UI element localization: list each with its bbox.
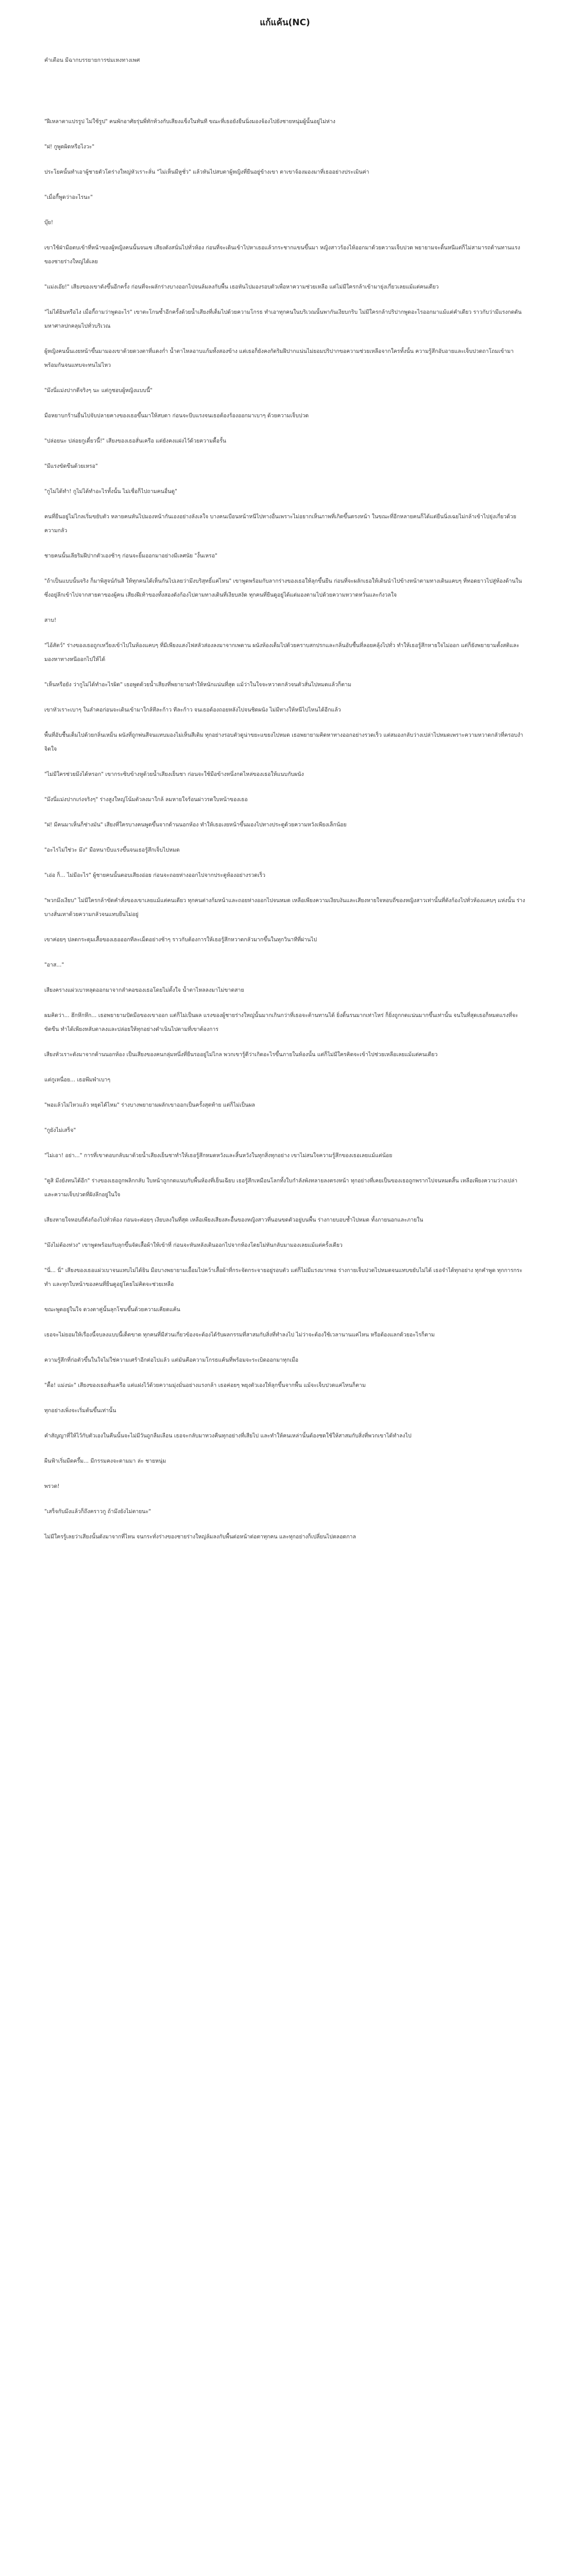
story-paragraph: เสียงหายใจหอบถี่ดังก้องไปทั่วห้อง ก่อนจะค่อยๆ เงียบลงในที่สุด เหลือเพียงเสียงสะอื้นของหญิงสาวที่นอนขดตัวอยู่บนพื้น ร่างกายบอบช้ำไปหมด ทั้งภายนอกและภายใน bbox=[44, 1217, 424, 1223]
story-paragraph: แต่กูเหนื่อย... เธอพึมพำเบาๆ bbox=[44, 1077, 111, 1083]
content-warning: คำเตือน มีฉากบรรยายการข่มเหงทางเพศ bbox=[44, 57, 140, 63]
story-paragraph: คนที่ยืนอยู่ไม่ไกลเริ่มขยับตัว หลายคนหันไปมองหน้ากันเองอย่างลังเลใจ บางคนเบือนหน้าหนีไปทางอื่นเพราะไม่อยากเห็นภาพที่เกิดขึ้นตรงหน้า ในขณะที่อีกหลายคนก็ได้แต่ยืนนิ่งเฉยไม่กล้าเข้าไปยุ่งเกี่ยวด้วยความกลัว bbox=[44, 514, 516, 534]
story-paragraph: ทุกอย่างเพิ่งจะเริ่มต้นขึ้นเท่านั้น bbox=[44, 1408, 116, 1414]
story-paragraph: "ฝีเหลาตาแปรรูป ไม่ใช้รูป" คนพักอาศัยรุ่นพี่ทักท้วงกับเสียงแข็งในทันที ขณะที่เธอยังยืนนิ่งมองจ้องไปยังชายหนุ่มผู้นั้นอยู่ไม่ห่าง bbox=[44, 118, 335, 125]
story-paragraph: "มึงไม่ต้องห่วง" เขาพูดพร้อมกับลุกขึ้นจัดเสื้อผ้าให้เข้าที่ ก่อนจะหันหลังเดินออกไปจากห้องโดยไม่หันกลับมามองเลยแม้แต่ครั้งเดียว bbox=[44, 1242, 343, 1248]
story-paragraph: พื้นที่อับชื้นเต็มไปด้วยกลิ่นเหม็น ผนังที่ถูกพ่นสีจนแทบมองไม่เห็นสีเดิม ทุกอย่างรอบตัวดูน่าขยะแขยงไปหมด เธอพยายามคิดหาทางออกอย่างรวดเร็ว แต่สมองกลับว่างเปล่าไปหมดเพราะความหวาดกลัวที่ครอบงำจิตใจ bbox=[44, 732, 523, 752]
story-paragraph: คำสัญญาที่ให้ไว้กับตัวเองในคืนนั้นจะไม่มีวันถูกลืมเลือน เธอจะกลับมาทวงคืนทุกอย่างที่เสียไป และทำให้คนเหล่านั้นต้องชดใช้ให้สาสมกับสิ่งที่พวกเขาได้ทำลงไป bbox=[44, 1433, 412, 1439]
story-paragraph: เขาค่อยๆ ปลดกระดุมเสื้อของเธอออกทีละเม็ดอย่างช้าๆ ราวกับต้องการให้เธอรู้สึกหวาดกลัวมากขึ้นในทุกวินาทีที่ผ่านไป bbox=[44, 937, 317, 943]
story-paragraph: "ไม่ได้ยินหรือไง เมื่อกี้ถามว่าพูดอะไร" เขาตะโกนซ้ำอีกครั้งด้วยน้ำเสียงที่เต็มไปด้วยความโกรธ ทำเอาทุกคนในบริเวณนั้นพากันเงียบกริบ ไม่มีใครกล้าปริปากพูดอะไรออกมาแม้แต่คำเดียว ราวกับว่ามีแรงกดดันมหาศาลปกคลุมไปทั่วบริเวณ bbox=[44, 309, 522, 329]
story-paragraph: พรวด! bbox=[44, 1483, 60, 1489]
story-paragraph: เธอจะไม่ยอมให้เรื่องนี้จบลงแบบนี้เด็ดขาด ทุกคนที่มีส่วนเกี่ยวข้องจะต้องได้รับผลกรรมที่สาสมกับสิ่งที่ทำลงไป ไม่ว่าจะต้องใช้เวลานานแค่ไหน หรือต้องแลกด้วยอะไรก็ตาม bbox=[44, 1332, 435, 1338]
story-paragraph: "มีแรงขัดขืนด้วยเหรอ" bbox=[44, 463, 98, 469]
story-paragraph: "เห็นหรือยัง ว่ากูไม่ได้ทำอะไรผิด" เธอพูดด้วยน้ำเสียงที่พยายามทำให้หนักแน่นที่สุด แม้ว่าในใจจะหวาดกลัวจนตัวสั่นไปหมดแล้วก็ตาม bbox=[44, 682, 351, 688]
story-paragraph: "อะไรไม่ใช่วะ มึง" มือหนาบีบแรงขึ้นจนเธอรู้สึกเจ็บไปหมด bbox=[44, 847, 180, 853]
story-paragraph: เสียงครางแผ่วเบาหลุดออกมาจากลำคอของเธอโดยไม่ตั้งใจ น้ำตาไหลลงมาไม่ขาดสาย bbox=[44, 987, 244, 993]
story-paragraph: "ไอ้สัตว์" ร่างของเธอถูกเหวี่ยงเข้าไปในห้องแคบๆ ที่มีเพียงแสงไฟสลัวส่องลงมาจากเพดาน ผนังห้องเต็มไปด้วยคราบสกปรกและกลิ่นอับชื้นที่ลอยคลุ้งไปทั่ว ทำให้เธอรู้สึกหายใจไม่ออก แต่ก็ยังพยายามตั้งสติและมองหาทางหนีออกไปให้ได้ bbox=[44, 642, 519, 663]
story-paragraph: "ถ้าเป็นแบบนั้นจริง ก็มาพิสูจน์กันสิ ให้ทุกคนได้เห็นกันไปเลยว่ามึงบริสุทธิ์แค่ไหน" เขาพูดพร้อมกับลากร่างของเธอให้ลุกขึ้นยืน ก่อนที่จะผลักเธอให้เดินนำไปข้างหน้าตามทางเดินแคบๆ ที่ทอดยาวไปสู่ห้องด้านในซึ่งอยู่ลึกเข้าไปจากสายตาของผู้คน เสียงฝีเท้าของทั้งสองดังก้องไปตามทางเดินที่เงียบสงัด ทุกคนที่ยืนดูอยู่ได้แต่มองตามไปด้วยความหวาดหวั่นและกังวลใจ bbox=[44, 578, 522, 598]
story-paragraph: ผมคิดว่า... ฮึกหึกหึก... เธอพยายามปัดมือของเขาออก แต่ก็ไม่เป็นผล แรงของผู้ชายร่างใหญ่นั้นมากเกินกว่าที่เธอจะต้านทานได้ ยิ่งดิ้นรนมากเท่าไหร่ ก็ยิ่งถูกกดแน่นมากขึ้นเท่านั้น จนในที่สุดเธอก็หมดแรงที่จะขัดขืน ทำได้เพียงหลับตาลงและปล่อยให้ทุกอย่างดำเนินไปตามที่เขาต้องการ bbox=[44, 1012, 518, 1032]
story-paragraph: "พวกมึงเงียบ" ไม่มีใครกล้าขัดคำสั่งของเขาเลยแม้แต่คนเดียว ทุกคนต่างก้มหน้าและถอยห่างออกไปจนหมด เหลือเพียงความเงียบงันและเสียงหายใจหอบถี่ของหญิงสาวเท่านั้นที่ดังก้องไปทั่วห้องแคบๆ แห่งนั้น ร่างบางสั่นเทาด้วยความกลัวจนแทบยืนไม่อยู่ bbox=[44, 897, 526, 918]
story-paragraph: "ฝ! มีคนมาเห็นก็ช่างมัน" เสียงที่ใครบางคนพูดขึ้นจากด้านนอกห้อง ทำให้เธอเงยหน้าขึ้นมองไปทางประตูด้วยความหวังเพียงเล็กน้อย bbox=[44, 822, 347, 828]
story-paragraph: เขาใช้ฝ่ามือตบเข้าที่หน้าของผู้หญิงคนนั้นจนเซ เสียงดังสนั่นไปทั่วห้อง ก่อนที่จะเดินเข้าไปหาเธอแล้วกระชากแขนขึ้นมา หญิงสาวร้องไห้ออกมาด้วยความเจ็บปวด พยายามจะดิ้นหนีแต่ก็ไม่สามารถต้านทานแรงของชายร่างใหญ่ได้เลย bbox=[44, 245, 520, 265]
story-paragraph: ความรู้สึกที่ก่อตัวขึ้นในใจไม่ใช่ความเศร้าอีกต่อไปแล้ว แต่มันคือความโกรธแค้นที่พร้อมจะระเบิดออกมาทุกเมื่อ bbox=[44, 1357, 299, 1363]
story-paragraph: ชายคนนั้นเลียริมฝีปากตัวเองช้าๆ ก่อนจะยิ้มออกมาอย่างมีเลศนัย "งั้นเหรอ" bbox=[44, 553, 217, 559]
story-paragraph: "มึงนี่แม่งปากดีจริงๆ นะ แต่กูชอบผู้หญิงแบบนี้" bbox=[44, 387, 153, 394]
story-paragraph: "เสร็จกับมึงแล้วก็ถึงคราวกู ถ้ามึงยังไม่ตายนะ" bbox=[44, 1509, 151, 1515]
story-paragraph: "กูไม่ได้ทำ! กูไม่ได้ทำอะไรทั้งนั้น ไม่เชื่อก็ไปถามคนอื่นดู" bbox=[44, 488, 177, 495]
story-paragraph: เสียงหัวเราะดังมาจากด้านนอกห้อง เป็นเสียงของคนกลุ่มหนึ่งที่ยืนรออยู่ไม่ไกล พวกเขารู้ดีว่าเกิดอะไรขึ้นภายในห้องนั้น แต่ก็ไม่มีใครคิดจะเข้าไปช่วยเหลือเลยแม้แต่คนเดียว bbox=[44, 1052, 438, 1058]
story-paragraph: "พอแล้วไม่ไหวแล้ว หยุดได้ไหม" ร่างบางพยายามผลักเขาออกเป็นครั้งสุดท้าย แต่ก็ไม่เป็นผล bbox=[44, 1102, 255, 1108]
story-paragraph: "นี่... นี่" เสียงของเธอแผ่วเบาจนแทบไม่ได้ยิน มือบางพยายามเอื้อมไปคว้าเสื้อผ้าที่กระจัดกระจายอยู่รอบตัว แต่ก็ไม่มีแรงมากพอ ร่างกายเจ็บปวดไปหมดจนแทบขยับไม่ได้ เธอจำได้ทุกอย่าง ทุกคำพูด ทุกการกระทำ และทุกใบหน้าของคนที่ยืนดูอยู่โดยไม่คิดจะช่วยเหลือ bbox=[44, 1267, 522, 1287]
story-paragraph: "ปล่อยนะ ปล่อยกูเดี๋ยวนี้!" เสียงของเธอสั่นเครือ แต่ยังคงแฝงไว้ด้วยความดื้อรั้น bbox=[44, 438, 226, 444]
story-paragraph: สาบ! bbox=[44, 617, 57, 623]
story-paragraph: เขาหัวเราะเบาๆ ในลำคอก่อนจะเดินเข้ามาใกล้ทีละก้าว ทีละก้าว จนเธอต้องถอยหลังไปจนชิดผนัง ไม่มีทางให้หนีไปไหนได้อีกแล้ว bbox=[44, 707, 341, 713]
story-paragraph: "ไม่เอา! อย่า..." การที่เขาตอบกลับมาด้วยน้ำเสียงเย็นชาทำให้เธอรู้สึกหมดหวังและสิ้นหวังในทุกสิ่งทุกอย่าง เขาไม่สนใจความรู้สึกของเธอเลยแม้แต่น้อย bbox=[44, 1153, 393, 1159]
story-paragraph: "ดื้อ! แม่งน่ะ" เสียงของเธอสั่นเครือ แต่แฝงไว้ด้วยความมุ่งมั่นอย่างแรงกล้า เธอค่อยๆ พยุงตัวเองให้ลุกขึ้นจากพื้น แม้จะเจ็บปวดแค่ไหนก็ตาม bbox=[44, 1382, 366, 1388]
story-paragraph: "เมื่อกี้พูดว่าอะไรนะ" bbox=[44, 194, 93, 200]
story-title: แก้แค้น(NC) bbox=[260, 18, 310, 28]
story-paragraph: "ฝ! กูพูดผิดหรือไงวะ" bbox=[44, 144, 95, 150]
story-paragraph: ไม่มีใครรู้เลยว่าเสียงนั้นดังมาจากที่ไหน จนกระทั่งร่างของชายร่างใหญ่ล้มลงกับพื้นต่อหน้าต่อตาทุกคน และทุกอย่างก็เปลี่ยนไปตลอดกาล bbox=[44, 1534, 356, 1540]
story-paragraph: ขณะพูดอยู่ในใจ ดวงตาคู่นั้นลุกโชนขึ้นด้วยความเคียดแค้น bbox=[44, 1307, 180, 1313]
story-paragraph: บุ๊ย! bbox=[44, 219, 54, 226]
story-paragraph: มือหยาบกร้านยื่นไปจับปลายคางของเธอขึ้นมาให้สบตา ก่อนจะบีบแรงจนเธอต้องร้องออกมาเบาๆ ด้วยความเจ็บปวด bbox=[44, 413, 309, 419]
story-paragraph: "แม่งเอ๊ย!" เสียงของเขาดังขึ้นอีกครั้ง ก่อนที่จะผลักร่างบางออกไปจนล้มลงกับพื้น เธอหันไปมองรอบตัวเพื่อหาความช่วยเหลือ แต่ไม่มีใครกล้าเข้ามายุ่งเกี่ยวเลยแม้แต่คนเดียว bbox=[44, 284, 439, 290]
story-body bbox=[44, 115, 526, 1544]
story-paragraph: "ดูสิ มึงยังทนได้อีก" ร่างของเธอถูกพลิกกลับ ใบหน้าถูกกดแนบกับพื้นห้องที่เย็นเฉียบ เธอรู้สึกเหมือนโลกทั้งใบกำลังพังทลายลงตรงหน้า ทุกอย่างที่เคยเป็นของเธอถูกพรากไปจนหมดสิ้น เหลือเพียงความว่างเปล่าและความเจ็บปวดที่ฝังลึกอยู่ในใจ bbox=[44, 1178, 518, 1198]
story-paragraph: ผืนฟ้าเริ่มมืดครึ้ม... มีกรรมคงจะตามมา ล่ะ ชายหนุ่ม bbox=[44, 1458, 166, 1464]
story-paragraph: ผู้หญิงคนนั้นเงยหน้าขึ้นมามองเขาด้วยดวงตาที่แดงก่ำ น้ำตาไหลอาบแก้มทั้งสองข้าง แต่เธอก็ยังคงกัดริมฝีปากแน่นไม่ยอมปริปากขอความช่วยเหลือจากใครทั้งนั้น ความรู้สึกอับอายและเจ็บปวดถาโถมเข้ามาพร้อมกันจนแทบจะทนไม่ไหว bbox=[44, 348, 514, 368]
story-paragraph: "อาส..." bbox=[44, 962, 64, 968]
story-paragraph: "กูยังไม่เสร็จ" bbox=[44, 1127, 76, 1133]
story-paragraph: "มึงนี่แม่งปากเก่งจริงๆ" ร่างสูงใหญ่โน้มตัวลงมาใกล้ ลมหายใจร้อนผ่าวรดใบหน้าของเธอ bbox=[44, 796, 248, 803]
story-paragraph: ประโยคนั้นทำเอาผู้ชายตัวโตร่างใหญ่หัวเราะลั่น "ไม่เห็นมีหูชั่ว" แล้วหันไปสบตาผู้หญิงที่ยืนอยู่ข้างเขา ตาเขาจ้องมองมาที่เธออย่างประเมินค่า bbox=[44, 169, 369, 175]
story-paragraph: "เอ่อ ก็... ไม่มีอะไร" ผู้ชายคนนั้นตอบเสียงอ่อย ก่อนจะถอยห่างออกไปจากประตูห้องอย่างรวดเร็ว bbox=[44, 872, 266, 878]
story-paragraph: "ไม่มีใครช่วยมึงได้หรอก" เขากระซิบข้างหูด้วยน้ำเสียงเย็นชา ก่อนจะใช้มือข้างหนึ่งกดไหล่ของเธอให้แนบกับผนัง bbox=[44, 771, 304, 777]
